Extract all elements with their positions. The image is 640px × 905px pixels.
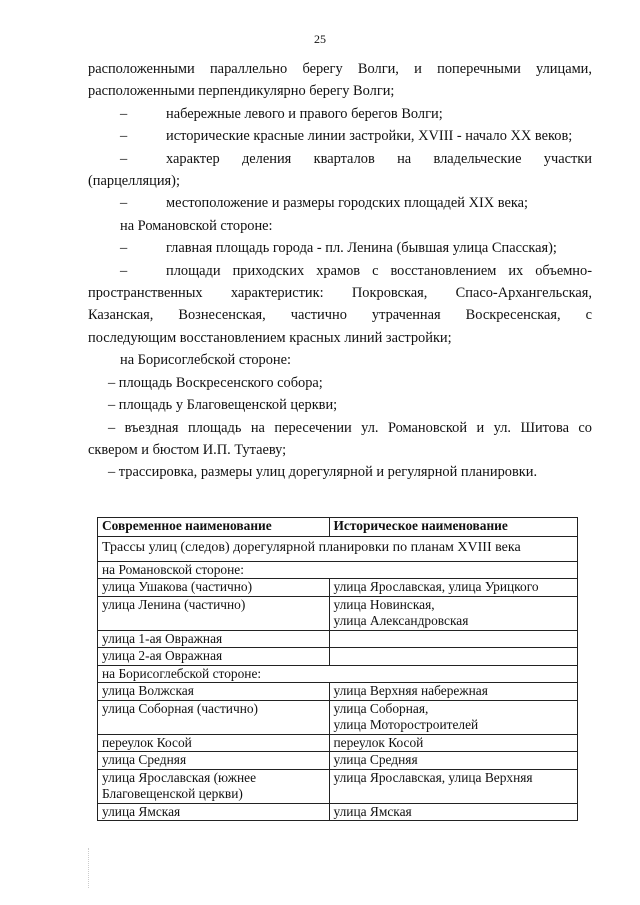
dash-marker: –	[120, 105, 128, 122]
historical-name-line: улица Моторостроителей	[333, 717, 479, 732]
table-section-row	[98, 665, 578, 683]
modern-name-cell: переулок Косой	[98, 734, 330, 752]
paragraph-line: (парцелляция);	[88, 173, 180, 190]
dash-marker: –	[120, 195, 128, 212]
dash-marker: –	[120, 262, 128, 279]
table-row	[98, 734, 578, 752]
historical-name-cell	[329, 596, 578, 630]
historical-name-cell: улица Средняя	[329, 752, 578, 770]
section-cell: на Романовской стороне:	[98, 561, 578, 579]
table-row	[98, 630, 578, 648]
historical-name-cell	[329, 648, 578, 666]
historical-name-cell: улица Ямская	[329, 803, 578, 821]
table-row	[98, 803, 578, 821]
historical-name-line: улица Александровская	[333, 613, 469, 628]
historical-name-cell: переулок Косой	[329, 734, 578, 752]
paragraph-line: расположенными параллельно берегу Волги, и поперечными улицами,	[88, 61, 592, 77]
historical-name-line: улица Соборная,	[333, 700, 429, 716]
page-number: 25	[314, 32, 326, 46]
bullet-item: – площадь у Благовещенской церкви;	[108, 397, 338, 414]
modern-name-cell: улица Ушакова (частично)	[98, 579, 330, 597]
table-row	[98, 596, 578, 630]
modern-name-cell	[98, 769, 330, 803]
modern-name-cell: улица Ленина (частично)	[98, 596, 330, 630]
bullet-item	[88, 103, 592, 125]
table-row	[98, 648, 578, 666]
historical-name-cell	[329, 630, 578, 648]
street-names-table	[97, 517, 578, 821]
dash-marker: –	[120, 128, 128, 145]
bullet-item: – площадь Воскресенского собора;	[108, 374, 323, 391]
caption-cell: Трассы улиц (следов) дорегулярной планировки по планам XVIII века	[98, 537, 578, 562]
section-cell: на Борисоглебской стороне:	[98, 665, 578, 683]
bullet-text: набережные левого и правого берегов Волги;	[166, 105, 443, 122]
historical-name-cell: улица Ярославская, улица Верхняя	[329, 769, 578, 803]
historical-name-cell	[329, 700, 578, 734]
bullet-text: местоположение и размеры городских площадей XIX века;	[166, 195, 528, 212]
subheading-boris: на Борисоглебской стороне:	[120, 352, 291, 369]
subheading-romanov: на Романовской стороне:	[120, 217, 273, 234]
bullet-text: площади приходских храмов с восстановлением их объемно-	[166, 262, 592, 279]
dash-marker: –	[120, 240, 128, 257]
historical-name-line: улица Новинская,	[333, 596, 435, 612]
bullet-item: – въездная площадь на пересечении ул. Романовской и ул. Шитова со	[108, 419, 592, 436]
scan-margin-mark	[88, 848, 92, 888]
modern-name-cell: улица Средняя	[98, 752, 330, 770]
table-section-row	[98, 561, 578, 579]
modern-name-line: Благовещенской церкви)	[102, 786, 243, 801]
bullet-item	[88, 148, 592, 170]
bullet-item	[88, 260, 592, 282]
bullet-text: характер деления кварталов на владельческие участки	[166, 150, 592, 167]
modern-name-line: улица Ярославская (южнее	[102, 769, 257, 785]
table-row	[98, 752, 578, 770]
paragraph-line: пространственных характеристик: Покровская, Спасо-Архангельская,	[88, 285, 592, 302]
modern-name-cell: улица 1-ая Овражная	[98, 630, 330, 648]
dash-marker: –	[120, 150, 128, 167]
bullet-item	[88, 192, 592, 214]
modern-name-cell: улица Ямская	[98, 803, 330, 821]
bullet-item	[88, 125, 592, 147]
paragraph-line: сквером и бюстом И.П. Тутаеву;	[88, 441, 287, 458]
table-header-row	[98, 518, 578, 537]
bullet-text: исторические красные линии застройки, XVIII - начало XX веков;	[166, 128, 573, 145]
table-row	[98, 579, 578, 597]
paragraph-line: последующим восстановлением красных линий застройки;	[88, 329, 452, 346]
table-row	[98, 700, 578, 734]
historical-name-cell: улица Ярославская, улица Урицкого	[329, 579, 578, 597]
modern-name-cell: улица Соборная (частично)	[98, 700, 330, 734]
modern-name-cell: улица Волжская	[98, 683, 330, 701]
historical-name-cell: улица Верхняя набережная	[329, 683, 578, 701]
table-row	[98, 769, 578, 803]
bullet-text: главная площадь города - пл. Ленина (бывшая улица Спасская);	[166, 240, 557, 257]
table-row	[98, 683, 578, 701]
body-text	[88, 58, 592, 484]
table-caption-row	[98, 537, 578, 562]
bullet-item	[88, 237, 592, 259]
paragraph-line: Казанская, Вознесенская, частично утраченная Воскресенская, с	[88, 307, 592, 324]
header-historical-name: Историческое наименование	[329, 518, 578, 537]
bullet-item: – трассировка, размеры улиц дорегулярной и регулярной планировки.	[108, 464, 538, 481]
paragraph-line: расположенными перпендикулярно берегу Волги;	[88, 83, 395, 100]
header-modern-name: Современное наименование	[98, 518, 330, 537]
modern-name-cell: улица 2-ая Овражная	[98, 648, 330, 666]
